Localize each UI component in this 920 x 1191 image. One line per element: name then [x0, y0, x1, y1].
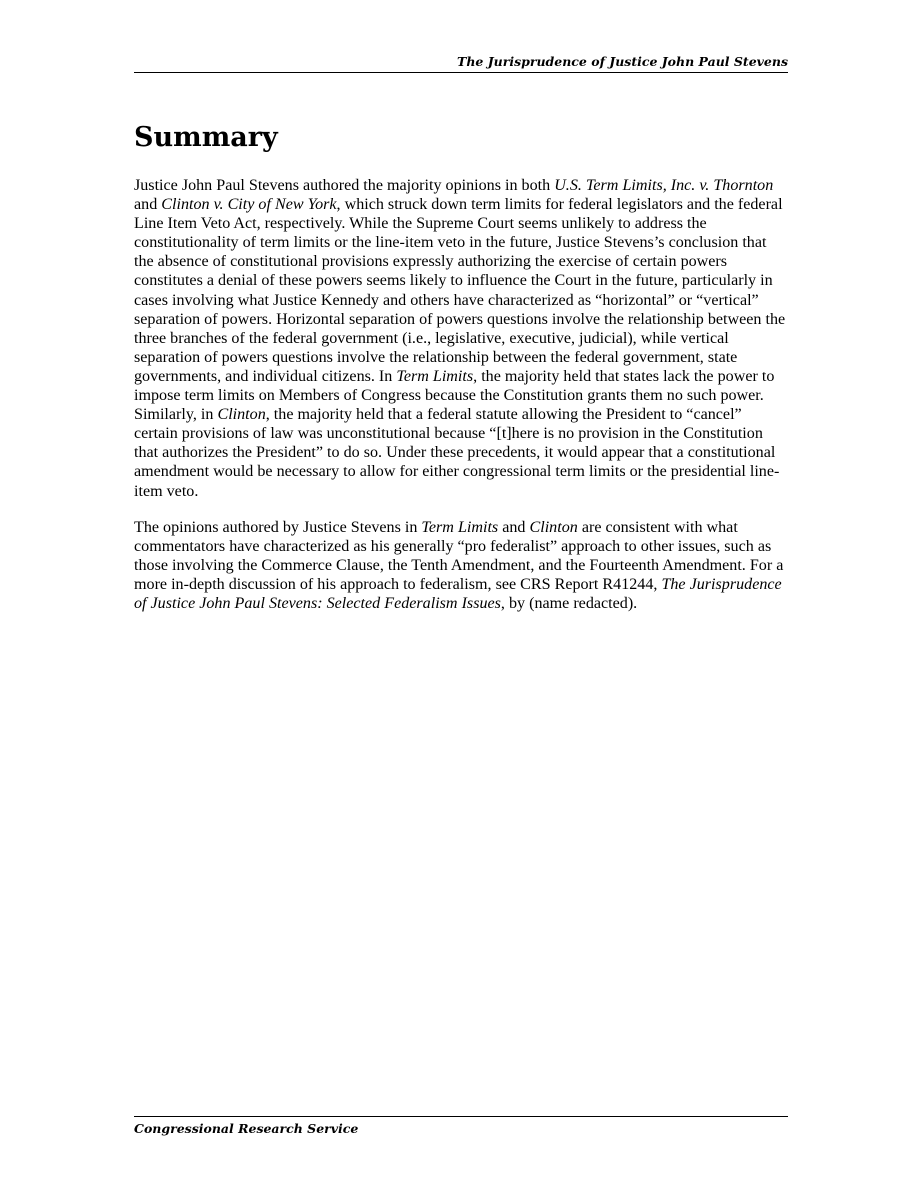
p2-text-4: , by (name redacted). — [500, 594, 638, 612]
running-header: The Jurisprudence of Justice John Paul Stevens — [457, 54, 788, 69]
p1-case-clinton-short: Clinton — [217, 406, 266, 424]
footer-rule — [134, 1116, 788, 1117]
p1-case-term-limits-short: Term Limits — [396, 367, 474, 385]
running-footer: Congressional Research Service — [134, 1121, 359, 1136]
p1-text-3: , which struck down term limits for federal legislators and the federal Line Item Veto Act, respectively. While the Supreme Court seems unlikely to address the constitutionality of term limits or the line-item veto in the future, Justice Stevens’s conclusion that the absence of constitutional provisions expressly authorizing the exercise of certain powers constitutes a denial of these powers seems likely to influence the Court in the future, particularly in cases involving what Justice Kennedy and others have characterized as “horizontal” or “vertical” separation of powers. Horizontal separation of powers questions involve the relationship between the three branches of the federal government (i.e., legislative, executive, judicial), while vertical separation of powers questions involve the relationship between the federal government, state governments, and individual citizens. In — [134, 196, 786, 385]
header-rule — [134, 72, 788, 73]
p1-text-5: , the majority held that a federal statute allowing the President to “cancel” certain provisions of law was unconstitutional because “[t]here is no provision in the Constitution that authorizes the President” to do so. Under these precedents, it would appear that a constitutional amendment would be necessary to allow for either congressional term limits or the presidential line-item veto. — [134, 406, 780, 500]
paragraph-1 — [134, 176, 788, 501]
body-text — [134, 176, 788, 630]
p2-text-3: are consistent with what commentators have characterized as his generally “pro federalist” approach to other issues, such as those involving the Commerce Clause, the Tenth Amendment, and the Fourteenth Amendment. For a more in-depth discussion of his approach to federalism, see CRS Report R41244, — [134, 518, 784, 593]
p2-report-title: The Jurisprudence of Justice John Paul Stevens: Selected Federalism Issues — [134, 575, 782, 612]
p1-case-clinton-full: Clinton v. City of New York — [161, 196, 337, 214]
p1-case-term-limits-full: U.S. Term Limits, Inc. v. Thornton — [554, 177, 774, 194]
p1-text-4: , the majority held that states lack the power to impose term limits on Members of Congress because the Constitution grants them no such power. Similarly, in — [134, 367, 775, 424]
paragraph-2 — [134, 518, 788, 613]
p1-text-1: Justice John Paul Stevens authored the majority opinions in both — [134, 177, 555, 194]
p1-text-2: and — [134, 196, 162, 214]
section-heading: Summary — [134, 122, 278, 153]
p2-case-term-limits: Term Limits — [421, 518, 499, 536]
p2-case-clinton: Clinton — [529, 518, 578, 536]
p2-text-2: and — [498, 518, 530, 536]
p2-text-1: The opinions authored by Justice Stevens in — [134, 518, 422, 536]
